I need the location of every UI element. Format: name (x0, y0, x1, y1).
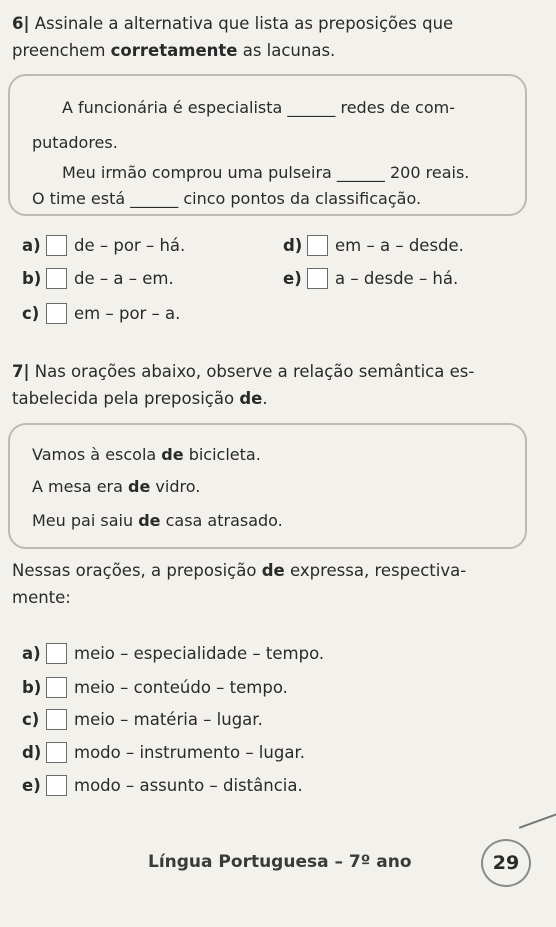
question-6-line2-bold: corretamente (110, 41, 238, 60)
decorative-line (519, 813, 556, 829)
q7-sentence-3: Meu pai saiu de casa atrasado. (32, 511, 283, 530)
question-6-sentences-box (8, 74, 527, 216)
option-letter: b) (22, 677, 42, 697)
q7-sentence-2: A mesa era de vidro. (32, 477, 201, 496)
q6-sentence-3: O time está ______ cinco pontos da classificação. (32, 189, 422, 208)
q6-option-a[interactable] (22, 232, 185, 258)
q7-option-e[interactable] (22, 772, 303, 798)
question-7-number: 7| (12, 362, 30, 381)
q6-option-d[interactable] (283, 232, 464, 258)
checkbox[interactable] (46, 677, 67, 698)
question-7-line2-bold: de (239, 389, 263, 408)
option-text: de – por – há. (74, 235, 186, 255)
checkbox[interactable] (46, 268, 67, 289)
question-7-prompt (12, 557, 547, 611)
prompt-bold: de (261, 561, 285, 580)
option-letter: d) (283, 235, 303, 255)
option-text: modo – instrumento – lugar. (74, 742, 305, 762)
q7-sentence-1: Vamos à escola de bicicleta. (32, 445, 261, 464)
option-text: meio – conteúdo – tempo. (74, 677, 288, 697)
checkbox[interactable] (46, 303, 67, 324)
prompt-line2: mente: (12, 588, 71, 607)
checkbox[interactable] (46, 709, 67, 730)
option-letter: c) (22, 303, 40, 323)
option-letter: d) (22, 742, 42, 762)
prompt-pre: Nessas orações, a preposição (12, 561, 262, 580)
question-7-line2-post: . (262, 389, 268, 408)
option-text: modo – assunto – distância. (74, 775, 303, 795)
option-letter: b) (22, 268, 42, 288)
option-text: meio – especialidade – tempo. (74, 643, 325, 663)
option-text: a – desde – há. (335, 268, 459, 288)
q7-option-b[interactable] (22, 674, 288, 700)
option-text: de – a – em. (74, 268, 174, 288)
checkbox[interactable] (46, 235, 67, 256)
question-7-statement (12, 358, 547, 412)
q6-sentence-1a: A funcionária é especialista ______ redes de com- (62, 98, 455, 117)
question-6-line2-post: as lacunas. (237, 41, 336, 60)
checkbox[interactable] (307, 268, 328, 289)
q7-option-d[interactable] (22, 739, 305, 765)
option-letter: e) (283, 268, 302, 288)
question-7-sentences-box (8, 423, 527, 549)
option-letter: a) (22, 643, 41, 663)
q6-option-b[interactable] (22, 265, 174, 291)
checkbox[interactable] (307, 235, 328, 256)
option-text: em – a – desde. (335, 235, 464, 255)
q6-sentence-2: Meu irmão comprou uma pulseira ______ 200 reais. (62, 163, 470, 182)
q7-option-a[interactable] (22, 640, 324, 666)
question-6-number: 6| (12, 14, 30, 33)
q6-option-e[interactable] (283, 265, 458, 291)
question-6-statement (12, 10, 547, 64)
question-7-line2-pre: tabelecida pela preposição (12, 389, 240, 408)
checkbox[interactable] (46, 643, 67, 664)
option-letter: e) (22, 775, 41, 795)
footer-subject: Língua Portuguesa – 7º ano (148, 852, 412, 872)
q6-option-c[interactable] (22, 300, 180, 326)
option-letter: a) (22, 235, 41, 255)
page-number: 29 (481, 839, 531, 887)
prompt-post: expressa, respectiva- (284, 561, 467, 580)
question-6-line1: Assinale a alternativa que lista as preposições que (34, 14, 454, 33)
checkbox[interactable] (46, 775, 67, 796)
option-text: meio – matéria – lugar. (74, 709, 263, 729)
option-text: em – por – a. (74, 303, 181, 323)
question-6-line2-pre: preenchem (12, 41, 111, 60)
question-7-line1: Nas orações abaixo, observe a relação semântica es- (34, 362, 475, 381)
checkbox[interactable] (46, 742, 67, 763)
q7-option-c[interactable] (22, 706, 263, 732)
q6-sentence-1b: putadores. (32, 133, 118, 152)
option-letter: c) (22, 709, 40, 729)
